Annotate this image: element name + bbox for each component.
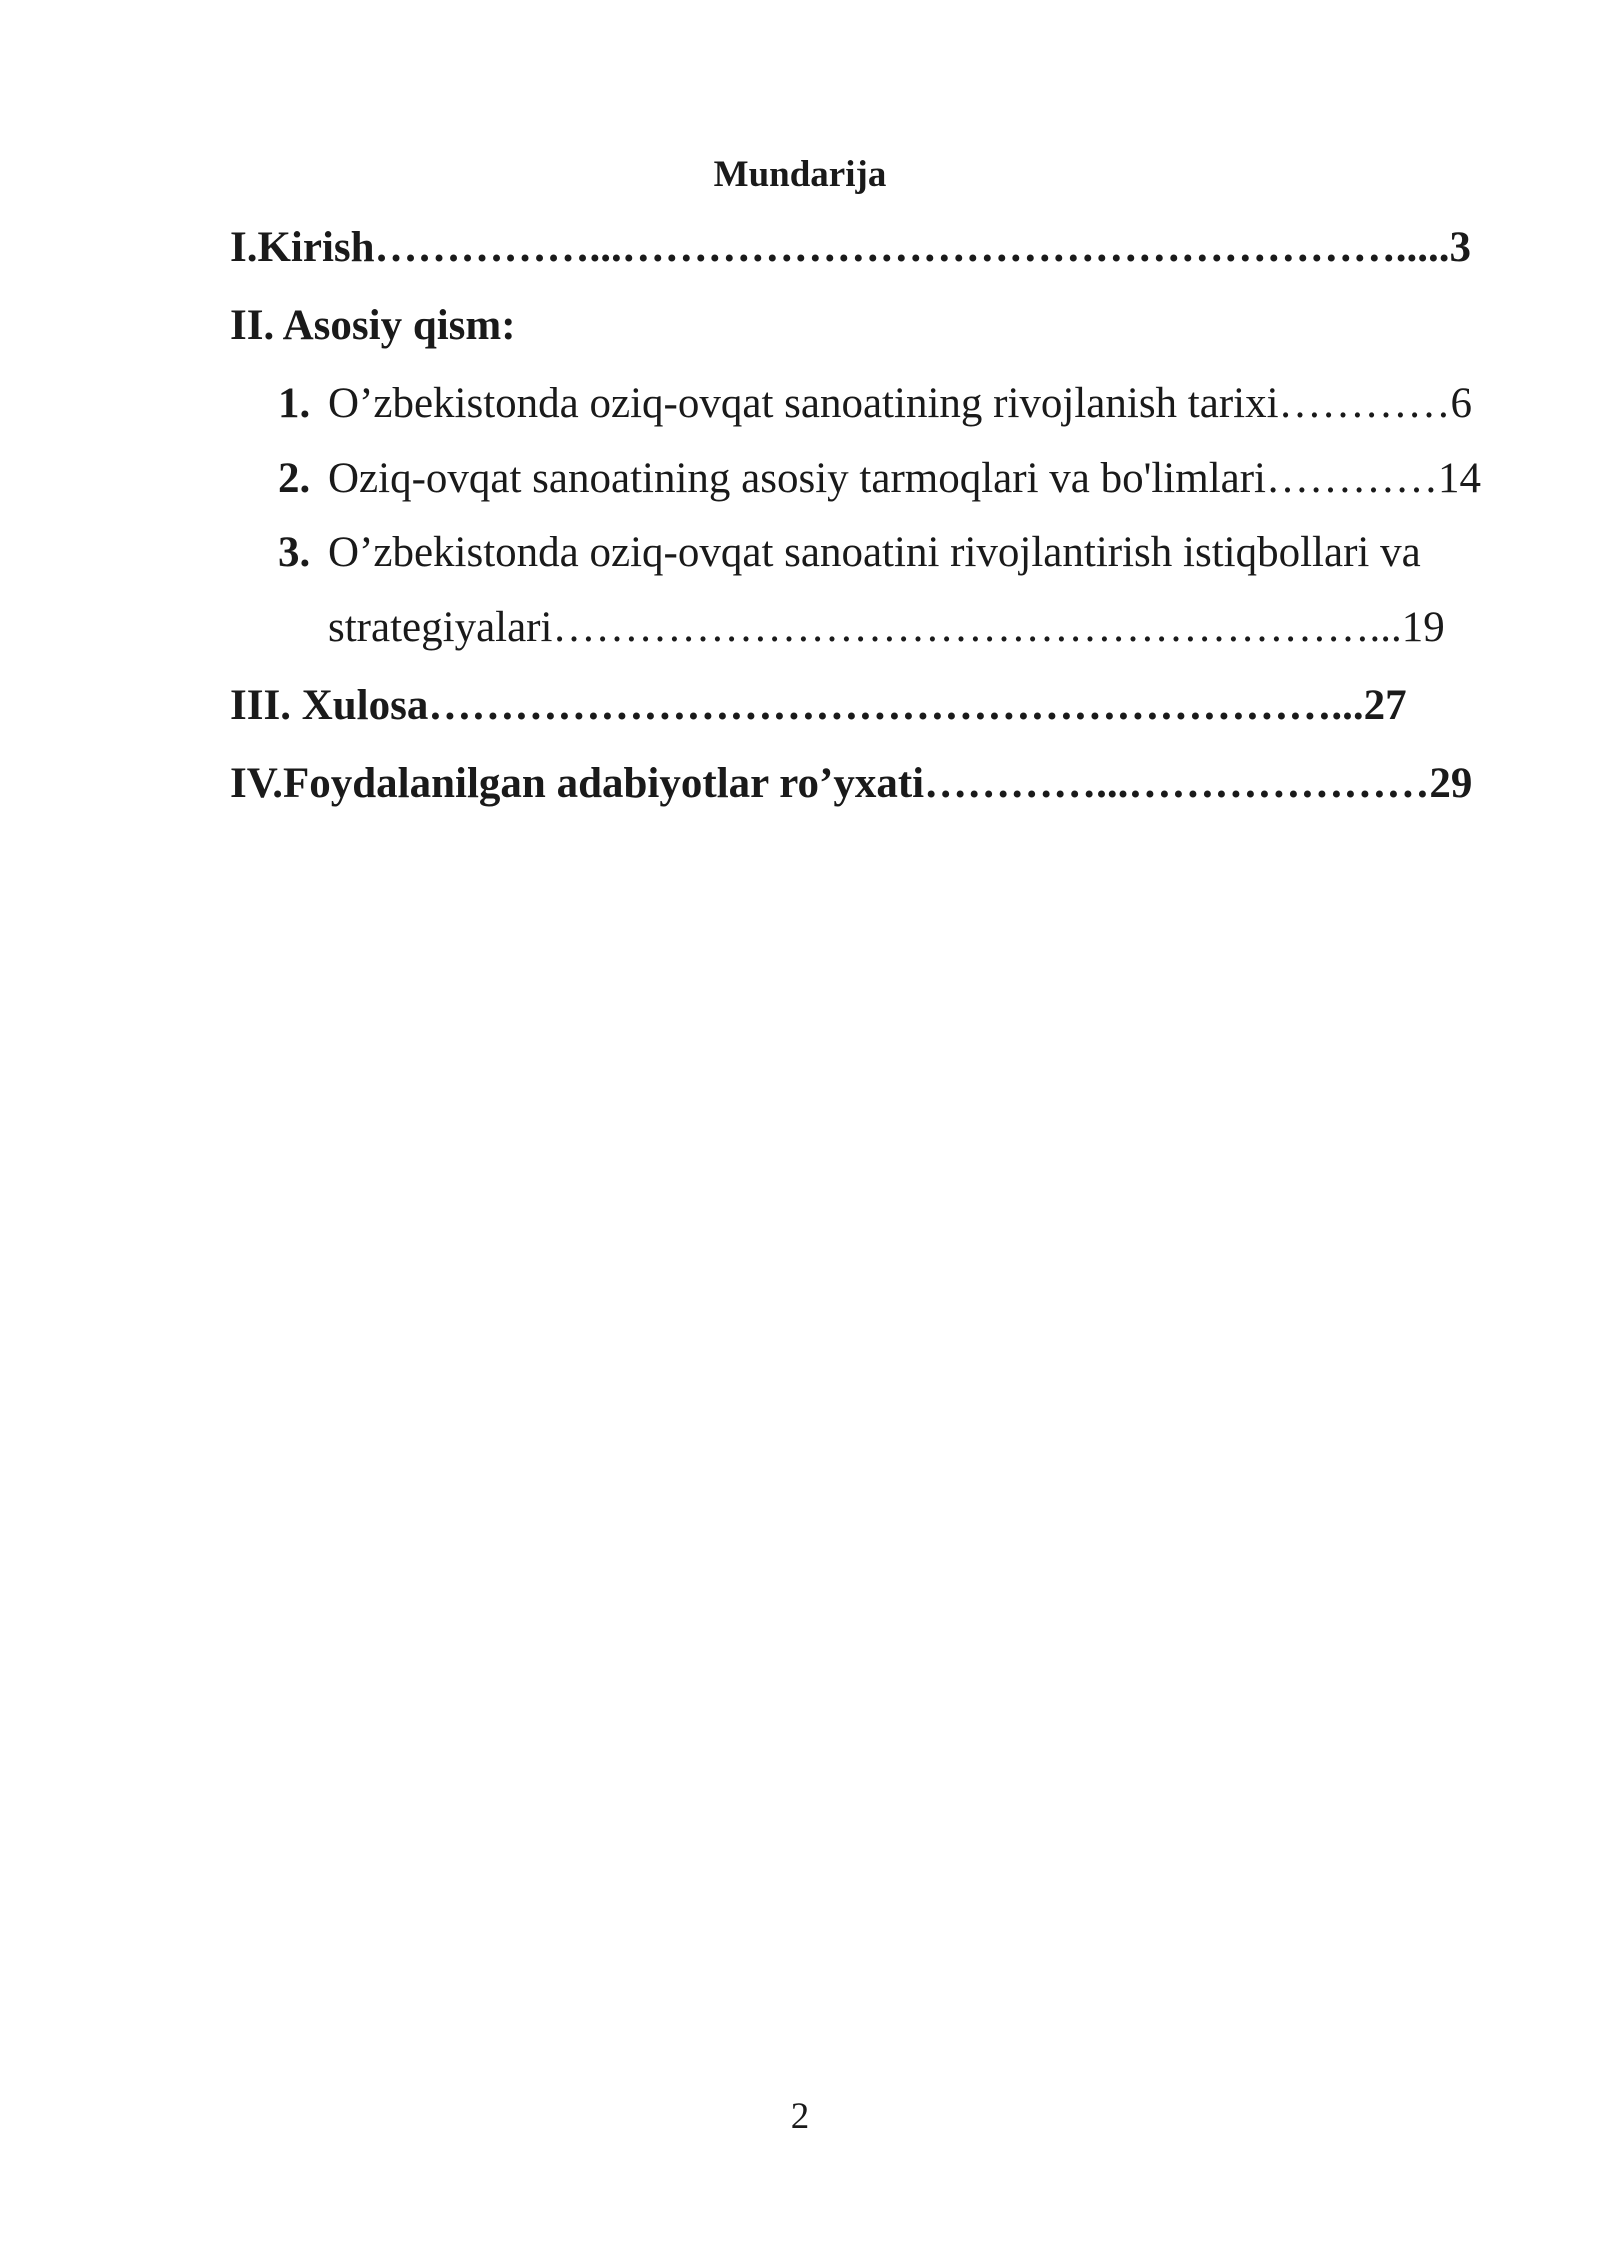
toc-entry-references: IV.Foydalanilgan adabiyotlar ro’yxati…………...…………………29 bbox=[230, 760, 1473, 807]
toc-entry-conclusion: III. Xulosa………………………………………………………...27 bbox=[230, 682, 1407, 729]
toc-entry-number: 3. bbox=[278, 529, 311, 576]
toc-entry-text: O’zbekistonda oziq-ovqat sanoatining rivojlanish tarixi…………6 bbox=[328, 380, 1473, 427]
toc-entry-number: 2. bbox=[278, 455, 311, 502]
toc-entry-subsection-3 bbox=[278, 525, 1421, 581]
toc-entry-text: Oziq-ovqat sanoatining asosiy tarmoqlari va bo'limlari…………14 bbox=[328, 455, 1482, 502]
toc-entry-text: O’zbekistonda oziq-ovqat sanoatini rivojlantirish istiqbollari va bbox=[328, 529, 1421, 576]
toc-entry-main-part: II. Asosiy qism: bbox=[230, 302, 516, 349]
toc-entry-introduction: I.Kirish……………...……………………………………………….....3 bbox=[230, 224, 1472, 271]
toc-entry-number: 1. bbox=[278, 380, 311, 427]
toc-title: Mundarija bbox=[713, 154, 887, 195]
toc-entry-subsection-2 bbox=[278, 451, 1481, 507]
page-number: 2 bbox=[790, 2096, 810, 2137]
toc-entry-subsection-3-continuation: strategiyalari…………………………………………………...19 bbox=[328, 604, 1445, 651]
toc-entry-subsection-1 bbox=[278, 376, 1472, 432]
